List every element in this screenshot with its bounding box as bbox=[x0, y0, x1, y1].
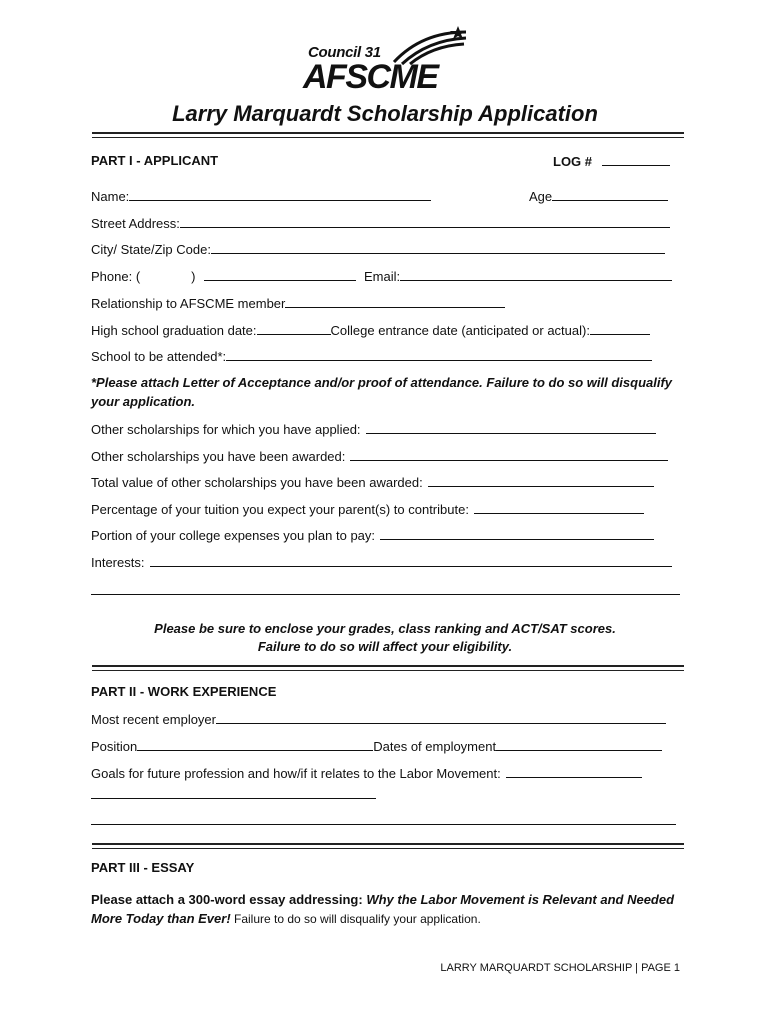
title-divider-thin bbox=[92, 137, 684, 138]
log-label: LOG # bbox=[553, 154, 593, 169]
title-divider bbox=[92, 132, 684, 134]
other-awarded-row bbox=[91, 447, 668, 465]
city-row bbox=[91, 240, 665, 258]
goals-input[interactable] bbox=[506, 764, 642, 778]
interests-row bbox=[91, 553, 672, 571]
school-row bbox=[91, 347, 652, 365]
phone-paren: ) bbox=[191, 269, 196, 284]
page-title: Larry Marquardt Scholarship Application bbox=[172, 101, 598, 126]
part3-heading: PART III - ESSAY bbox=[91, 860, 195, 875]
name-input[interactable] bbox=[129, 187, 431, 201]
street-label: Street Address: bbox=[91, 216, 180, 231]
other-awarded-input[interactable] bbox=[350, 447, 668, 461]
hs-grad-input[interactable] bbox=[257, 321, 331, 335]
college-entrance-label: College entrance date (anticipated or actual): bbox=[330, 323, 590, 338]
total-value-input[interactable] bbox=[428, 473, 654, 487]
city-input[interactable] bbox=[211, 240, 665, 254]
interests-input[interactable] bbox=[150, 553, 672, 567]
goals-input-line-3[interactable] bbox=[91, 824, 676, 825]
portion-label: Portion of your college expenses you plan to pay: bbox=[91, 528, 376, 543]
other-applied-label: Other scholarships for which you have applied: bbox=[91, 422, 361, 437]
essay-lead: Please attach a 300-word essay addressing: bbox=[91, 892, 367, 907]
street-row bbox=[91, 214, 670, 232]
employer-label: Most recent employer bbox=[91, 712, 216, 727]
name-row bbox=[91, 187, 431, 205]
age-input[interactable] bbox=[552, 187, 668, 201]
goals-input-line-2[interactable] bbox=[91, 798, 376, 799]
relationship-label: Relationship to AFSCME member bbox=[91, 296, 286, 311]
total-value-label: Total value of other scholarships you have been awarded: bbox=[91, 475, 423, 490]
phone-input[interactable] bbox=[204, 267, 356, 281]
part2-divider-thin bbox=[92, 670, 684, 671]
email-input[interactable] bbox=[400, 267, 672, 281]
logo-council-text: Council 31 bbox=[308, 44, 381, 61]
position-input[interactable] bbox=[137, 737, 373, 751]
position-row bbox=[91, 737, 662, 755]
phone-row bbox=[91, 267, 356, 285]
attach-note: *Please attach Letter of Acceptance and/or proof of attendance. Failure to do so will disqualify your application. bbox=[91, 375, 673, 409]
employer-input[interactable] bbox=[216, 710, 666, 724]
employer-row bbox=[91, 710, 666, 728]
goals-label: Goals for future profession and how/if it relates to the Labor Movement: bbox=[91, 766, 501, 781]
relationship-row bbox=[91, 294, 505, 312]
part1-heading: PART I - APPLICANT bbox=[91, 153, 219, 168]
hs-grad-label: High school graduation date: bbox=[91, 323, 257, 338]
dates-row bbox=[91, 321, 650, 339]
dates-employment-input[interactable] bbox=[496, 737, 662, 751]
city-label: City/ State/Zip Code: bbox=[91, 242, 211, 257]
school-input[interactable] bbox=[226, 347, 652, 361]
essay-instructions bbox=[91, 890, 686, 929]
log-number-input[interactable] bbox=[602, 152, 670, 166]
other-applied-row bbox=[91, 420, 656, 438]
portion-row bbox=[91, 526, 654, 544]
school-label: School to be attended*: bbox=[91, 349, 227, 364]
percentage-row bbox=[91, 500, 644, 518]
college-entrance-input[interactable] bbox=[590, 321, 650, 335]
dates-employment-label: Dates of employment bbox=[373, 739, 497, 754]
part3-divider bbox=[92, 843, 684, 845]
enclose-note-line2: Failure to do so will affect your eligibility. bbox=[257, 639, 513, 654]
logo-afscme-text: AFSCME bbox=[303, 58, 438, 96]
street-input[interactable] bbox=[180, 214, 670, 228]
afscme-logo bbox=[300, 24, 472, 98]
page-footer: LARRY MARQUARDT SCHOLARSHIP | PAGE 1 bbox=[440, 962, 680, 974]
total-value-row bbox=[91, 473, 654, 491]
log-number-field bbox=[553, 152, 670, 170]
position-label: Position bbox=[91, 739, 138, 754]
age-label: Age bbox=[529, 189, 553, 204]
part3-divider-thin bbox=[92, 848, 684, 849]
age-row bbox=[529, 187, 668, 205]
portion-input[interactable] bbox=[380, 526, 654, 540]
goals-row bbox=[91, 764, 642, 782]
essay-topic: Why the Labor Movement is Relevant and Needed More Today than Ever! bbox=[91, 892, 675, 926]
essay-tail: Failure to do so will disqualify your application. bbox=[230, 912, 481, 926]
other-awarded-label: Other scholarships you have been awarded: bbox=[91, 449, 346, 464]
email-label: Email: bbox=[364, 269, 401, 284]
phone-label: Phone: ( bbox=[91, 269, 141, 284]
part2-heading: PART II - WORK EXPERIENCE bbox=[91, 684, 277, 699]
relationship-input[interactable] bbox=[285, 294, 505, 308]
interests-label: Interests: bbox=[91, 555, 145, 570]
interests-input-line-2[interactable] bbox=[91, 594, 680, 595]
percentage-label: Percentage of your tuition you expect your parent(s) to contribute: bbox=[91, 502, 469, 517]
other-applied-input[interactable] bbox=[366, 420, 656, 434]
percentage-input[interactable] bbox=[474, 500, 644, 514]
email-row bbox=[364, 267, 672, 285]
name-label: Name: bbox=[91, 189, 130, 204]
enclose-note-line1: Please be sure to enclose your grades, class ranking and ACT/SAT scores. bbox=[154, 621, 616, 636]
part2-divider bbox=[92, 665, 684, 667]
